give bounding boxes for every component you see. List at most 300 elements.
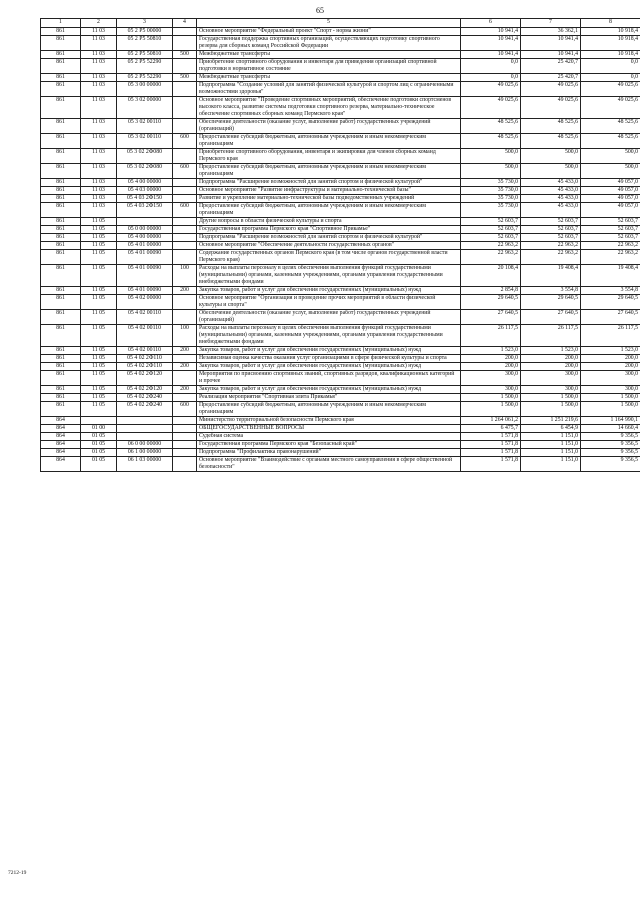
- description-cell: Предоставление субсидий бюджетным, автономным учреждениям и иным некоммерческим организациям: [197, 203, 461, 218]
- target-article-cell: 05 4 01 00000: [117, 242, 173, 250]
- description-cell: Мероприятия по присвоению спортивных званий, спортивных разрядов, квалификационных категорий и прочее: [197, 371, 461, 386]
- expense-type-cell: 500: [173, 74, 197, 82]
- amount-cell: 25 420,7: [521, 59, 581, 74]
- ministry-code-cell: 864: [41, 433, 81, 441]
- amount-cell: 1 500,0: [461, 402, 521, 417]
- target-article-cell: 05 0 00 00000: [117, 226, 173, 234]
- section-code-cell: 11 05: [81, 310, 117, 325]
- ministry-code-cell: 861: [41, 250, 81, 265]
- amount-cell: 9 356,5: [581, 433, 640, 441]
- amount-cell: 10 941,4: [461, 51, 521, 59]
- amount-cell: 49 057,0: [581, 179, 640, 187]
- amount-cell: 0,0: [581, 59, 640, 74]
- ministry-code-cell: 861: [41, 218, 81, 226]
- target-article-cell: 05 4 00 00000: [117, 179, 173, 187]
- ministry-code-cell: 861: [41, 119, 81, 134]
- target-article-cell: 05 3 00 00000: [117, 82, 173, 97]
- amount-cell: 35 730,0: [461, 195, 521, 203]
- amount-cell: 22 963,2: [521, 250, 581, 265]
- amount-cell: 1 164 990,1: [581, 417, 640, 425]
- amount-cell: 45 433,0: [521, 179, 581, 187]
- target-article-cell: 05 4 00 00000: [117, 234, 173, 242]
- target-article-cell: 05 4 02 2Ф110: [117, 363, 173, 371]
- target-article-cell: 05 2 P5 50810: [117, 36, 173, 51]
- description-cell: Государственная программа Пермского края "Безопасный край": [197, 441, 461, 449]
- amount-cell: 49 025,6: [581, 97, 640, 119]
- target-article-cell: [117, 218, 173, 226]
- expense-type-cell: [173, 310, 197, 325]
- section-code-cell: 11 03: [81, 74, 117, 82]
- expense-type-cell: [173, 250, 197, 265]
- ministry-code-cell: 861: [41, 226, 81, 234]
- amount-cell: 300,0: [521, 386, 581, 394]
- amount-cell: 49 025,6: [521, 97, 581, 119]
- target-article-cell: 05 3 02 2Ф080: [117, 164, 173, 179]
- section-code-cell: 11 03: [81, 164, 117, 179]
- amount-cell: 19 408,4: [581, 265, 640, 287]
- target-article-cell: 05 2 P5 52290: [117, 74, 173, 82]
- target-article-cell: 05 4 02 2Ф240: [117, 394, 173, 402]
- description-cell: Другие вопросы в области физической культуры и спорта: [197, 218, 461, 226]
- amount-cell: 1 523,0: [581, 347, 640, 355]
- table-row: [41, 295, 640, 310]
- target-article-cell: 05 3 02 2Ф080: [117, 149, 173, 164]
- expense-type-cell: 600: [173, 134, 197, 149]
- amount-cell: 48 525,6: [521, 134, 581, 149]
- amount-cell: 45 433,0: [521, 203, 581, 218]
- ministry-code-cell: 861: [41, 164, 81, 179]
- section-code-cell: 11 03: [81, 36, 117, 51]
- expense-type-cell: 500: [173, 51, 197, 59]
- table-row: [41, 74, 640, 82]
- amount-cell: 52 603,7: [461, 218, 521, 226]
- table-row: [41, 82, 640, 97]
- description-cell: Основное мероприятие "Организация и проведение прочих мероприятий в области физической культуры и спорта": [197, 295, 461, 310]
- amount-cell: 9 356,5: [581, 457, 640, 472]
- section-code-cell: 11 05: [81, 226, 117, 234]
- table-row: [41, 417, 640, 425]
- table-row: [41, 134, 640, 149]
- amount-cell: 500,0: [521, 149, 581, 164]
- section-code-cell: 11 05: [81, 347, 117, 355]
- section-code-cell: 11 05: [81, 402, 117, 417]
- expense-type-cell: [173, 433, 197, 441]
- amount-cell: 29 640,5: [521, 295, 581, 310]
- description-cell: Обеспечение деятельности (оказание услуг, выполнение работ) государственных учреждений (организаций): [197, 310, 461, 325]
- expense-type-cell: [173, 218, 197, 226]
- amount-cell: 52 603,7: [581, 234, 640, 242]
- section-code-cell: 11 03: [81, 51, 117, 59]
- ministry-code-cell: 861: [41, 363, 81, 371]
- amount-cell: 29 640,5: [461, 295, 521, 310]
- amount-cell: 1 523,0: [461, 347, 521, 355]
- table-row: [41, 187, 640, 195]
- description-cell: Государственная поддержка спортивных организаций, осуществляющих подготовку спортивного резерва для сборных команд Российской Федерации: [197, 36, 461, 51]
- expense-type-cell: [173, 441, 197, 449]
- section-code-cell: 11 05: [81, 265, 117, 287]
- table-row: [41, 164, 640, 179]
- amount-cell: 22 963,2: [461, 242, 521, 250]
- amount-cell: 1 251 219,6: [521, 417, 581, 425]
- description-cell: Развитие и укрепление материально-технической базы подведомственных учреждений: [197, 195, 461, 203]
- target-article-cell: 05 4 01 00090: [117, 287, 173, 295]
- amount-cell: 300,0: [581, 386, 640, 394]
- target-article-cell: 05 4 03 00000: [117, 187, 173, 195]
- ministry-code-cell: 861: [41, 51, 81, 59]
- ministry-code-cell: 861: [41, 97, 81, 119]
- ministry-code-cell: 864: [41, 417, 81, 425]
- target-article-cell: 05 4 02 2Ф120: [117, 371, 173, 386]
- amount-cell: 14 660,4: [581, 425, 640, 433]
- amount-cell: 1 500,0: [581, 394, 640, 402]
- amount-cell: 52 603,7: [461, 226, 521, 234]
- target-article-cell: 06 1 03 00000: [117, 457, 173, 472]
- amount-cell: 45 433,0: [521, 187, 581, 195]
- expense-type-cell: [173, 417, 197, 425]
- amount-cell: 52 603,7: [461, 234, 521, 242]
- target-article-cell: [117, 433, 173, 441]
- amount-cell: 300,0: [461, 386, 521, 394]
- target-article-cell: 05 4 02 00000: [117, 295, 173, 310]
- section-code-cell: 11 05: [81, 287, 117, 295]
- amount-cell: 1 571,8: [461, 449, 521, 457]
- description-cell: Предоставление субсидий бюджетным, автономным учреждениям и иным некоммерческим организациям: [197, 134, 461, 149]
- target-article-cell: 05 4 02 2Ф240: [117, 402, 173, 417]
- amount-cell: 49 025,6: [581, 82, 640, 97]
- table-row: [41, 51, 640, 59]
- description-cell: Подпрограмма "Расширение возможностей для занятий спортом и физической культурой": [197, 179, 461, 187]
- expense-type-cell: 200: [173, 386, 197, 394]
- section-code-cell: 11 03: [81, 179, 117, 187]
- ministry-code-cell: 861: [41, 386, 81, 394]
- table-row: [41, 386, 640, 394]
- section-code-cell: 11 05: [81, 234, 117, 242]
- expense-type-cell: [173, 149, 197, 164]
- amount-cell: 48 525,6: [581, 134, 640, 149]
- amount-cell: 500,0: [581, 149, 640, 164]
- section-code-cell: 11 03: [81, 203, 117, 218]
- amount-cell: 200,0: [461, 355, 521, 363]
- ministry-code-cell: 861: [41, 195, 81, 203]
- ministry-code-cell: 861: [41, 402, 81, 417]
- target-article-cell: 05 4 02 00110: [117, 310, 173, 325]
- table-row: [41, 287, 640, 295]
- target-article-cell: 05 4 03 2Ф150: [117, 195, 173, 203]
- ministry-code-cell: 861: [41, 28, 81, 36]
- target-article-cell: [117, 417, 173, 425]
- amount-cell: 2 854,8: [461, 287, 521, 295]
- description-cell: Межбюджетные трансферты: [197, 51, 461, 59]
- ministry-code-cell: 861: [41, 74, 81, 82]
- amount-cell: 26 117,5: [521, 325, 581, 347]
- amount-cell: 22 963,2: [461, 250, 521, 265]
- section-code-cell: 11 03: [81, 134, 117, 149]
- section-code-cell: 11 03: [81, 149, 117, 164]
- ministry-code-cell: 861: [41, 242, 81, 250]
- amount-cell: 52 603,7: [521, 234, 581, 242]
- table-row: [41, 179, 640, 187]
- column-header: 1: [41, 19, 81, 28]
- expense-type-cell: [173, 36, 197, 51]
- section-code-cell: 11 03: [81, 119, 117, 134]
- section-code-cell: 11 05: [81, 218, 117, 226]
- table-row: [41, 433, 640, 441]
- description-cell: Основное мероприятие "Федеральный проект "Спорт - норма жизни": [197, 28, 461, 36]
- amount-cell: 10 941,4: [521, 36, 581, 51]
- amount-cell: 1 500,0: [521, 402, 581, 417]
- ministry-code-cell: 861: [41, 394, 81, 402]
- amount-cell: 6 454,9: [521, 425, 581, 433]
- description-cell: Предоставление субсидий бюджетным, автономным учреждениям и иным некоммерческим организациям: [197, 402, 461, 417]
- amount-cell: 1 571,8: [461, 441, 521, 449]
- ministry-code-cell: 861: [41, 234, 81, 242]
- amount-cell: 49 057,0: [581, 195, 640, 203]
- target-article-cell: [117, 425, 173, 433]
- description-cell: Закупка товаров, работ и услуг для обеспечения государственных (муниципальных) нужд: [197, 287, 461, 295]
- expense-type-cell: 600: [173, 402, 197, 417]
- amount-cell: 3 554,8: [581, 287, 640, 295]
- table-row: [41, 441, 640, 449]
- amount-cell: 10 918,4: [581, 51, 640, 59]
- amount-cell: 27 640,5: [461, 310, 521, 325]
- column-header: 4: [173, 19, 197, 28]
- description-cell: Расходы на выплаты персоналу в целях обеспечения выполнения функций государственными (муниципальными) органами, казенными учреждениями, органами управления государственными внебюджетными фондами: [197, 265, 461, 287]
- amount-cell: 48 525,6: [581, 119, 640, 134]
- table-row: [41, 59, 640, 74]
- ministry-code-cell: 861: [41, 82, 81, 97]
- amount-cell: 1 523,0: [521, 347, 581, 355]
- section-code-cell: 01 05: [81, 441, 117, 449]
- amount-cell: 26 117,5: [461, 325, 521, 347]
- column-header: 5: [197, 19, 461, 28]
- description-cell: Обеспечение деятельности (оказание услуг, выполнение работ) государственных учреждений (организаций): [197, 119, 461, 134]
- description-cell: Содержание государственных органов Пермского края (в том числе органов государственной власти Пермского края): [197, 250, 461, 265]
- amount-cell: 1 151,0: [521, 449, 581, 457]
- amount-cell: 1 500,0: [461, 394, 521, 402]
- table-row: [41, 265, 640, 287]
- amount-cell: 1 151,0: [521, 433, 581, 441]
- amount-cell: 52 603,7: [581, 218, 640, 226]
- amount-cell: 1 151,0: [521, 441, 581, 449]
- amount-cell: 49 057,0: [581, 203, 640, 218]
- amount-cell: 10 918,4: [581, 36, 640, 51]
- expense-type-cell: [173, 371, 197, 386]
- section-code-cell: [81, 417, 117, 425]
- amount-cell: 48 525,6: [461, 134, 521, 149]
- expense-type-cell: [173, 59, 197, 74]
- target-article-cell: 05 2 P5 50810: [117, 51, 173, 59]
- table-row: [41, 250, 640, 265]
- section-code-cell: 11 03: [81, 59, 117, 74]
- table-row: [41, 119, 640, 134]
- table-row: [41, 425, 640, 433]
- expense-type-cell: [173, 457, 197, 472]
- description-cell: Закупка товаров, работ и услуг для обеспечения государственных (муниципальных) нужд: [197, 363, 461, 371]
- amount-cell: 10 918,4: [581, 28, 640, 36]
- amount-cell: 500,0: [521, 164, 581, 179]
- amount-cell: 0,0: [461, 59, 521, 74]
- description-cell: Основное мероприятие "Обеспечение деятельности государственных органов": [197, 242, 461, 250]
- amount-cell: 500,0: [581, 164, 640, 179]
- table-header-row: [41, 19, 640, 28]
- target-article-cell: 05 2 P5 00000: [117, 28, 173, 36]
- amount-cell: 49 025,6: [461, 97, 521, 119]
- table-row: [41, 371, 640, 386]
- description-cell: ОБЩЕГОСУДАРСТВЕННЫЕ ВОПРОСЫ: [197, 425, 461, 433]
- ministry-code-cell: 864: [41, 449, 81, 457]
- page-number: 65: [316, 6, 324, 15]
- description-cell: Расходы на выплаты персоналу в целях обеспечения выполнения функций государственными (муниципальными) органами, казенными учреждениями, органами управления государственными внебюджетными фондами: [197, 325, 461, 347]
- amount-cell: 9 356,5: [581, 441, 640, 449]
- ministry-code-cell: 861: [41, 179, 81, 187]
- ministry-code-cell: 861: [41, 149, 81, 164]
- section-code-cell: 11 03: [81, 187, 117, 195]
- section-code-cell: 11 03: [81, 28, 117, 36]
- amount-cell: 22 963,2: [521, 242, 581, 250]
- expense-type-cell: [173, 449, 197, 457]
- description-cell: Предоставление субсидий бюджетным, автономным учреждениям и иным некоммерческим организациям: [197, 164, 461, 179]
- table-row: [41, 449, 640, 457]
- amount-cell: 22 963,2: [581, 250, 640, 265]
- description-cell: Независимая оценка качества оказания услуг организациями в сфере физической культуры и спорта: [197, 355, 461, 363]
- ministry-code-cell: 864: [41, 425, 81, 433]
- target-article-cell: 05 2 P5 52290: [117, 59, 173, 74]
- ministry-code-cell: 861: [41, 347, 81, 355]
- target-article-cell: 05 3 02 00000: [117, 97, 173, 119]
- section-code-cell: 11 05: [81, 363, 117, 371]
- expense-type-cell: 200: [173, 287, 197, 295]
- expense-type-cell: [173, 195, 197, 203]
- description-cell: Основное мероприятие "Развитие инфраструктуры и материально-технической базы": [197, 187, 461, 195]
- amount-cell: 9 356,5: [581, 449, 640, 457]
- column-header: 8: [581, 19, 640, 28]
- expense-type-cell: 100: [173, 325, 197, 347]
- table-row: [41, 310, 640, 325]
- description-cell: Закупка товаров, работ и услуг для обеспечения государственных (муниципальных) нужд: [197, 347, 461, 355]
- amount-cell: 200,0: [581, 355, 640, 363]
- amount-cell: 10 941,4: [461, 36, 521, 51]
- ministry-code-cell: 861: [41, 36, 81, 51]
- table-row: [41, 402, 640, 417]
- target-article-cell: 05 3 02 00110: [117, 119, 173, 134]
- amount-cell: 29 640,5: [581, 295, 640, 310]
- column-header: 2: [81, 19, 117, 28]
- target-article-cell: 05 4 02 2Ф120: [117, 386, 173, 394]
- section-code-cell: 11 05: [81, 325, 117, 347]
- ministry-code-cell: 861: [41, 287, 81, 295]
- ministry-code-cell: 861: [41, 265, 81, 287]
- ministry-code-cell: 861: [41, 187, 81, 195]
- table-row: [41, 325, 640, 347]
- amount-cell: 22 963,2: [581, 242, 640, 250]
- amount-cell: 36 362,1: [521, 28, 581, 36]
- amount-cell: 20 108,4: [461, 265, 521, 287]
- section-code-cell: 11 03: [81, 97, 117, 119]
- section-code-cell: 01 05: [81, 449, 117, 457]
- amount-cell: 10 941,4: [521, 51, 581, 59]
- column-header: 7: [521, 19, 581, 28]
- description-cell: Подпрограмма "Профилактика правонарушений": [197, 449, 461, 457]
- expense-type-cell: [173, 425, 197, 433]
- budget-table: [40, 18, 640, 472]
- amount-cell: 48 525,6: [461, 119, 521, 134]
- amount-cell: 1 264 061,2: [461, 417, 521, 425]
- table-row: [41, 97, 640, 119]
- ministry-code-cell: 861: [41, 355, 81, 363]
- table-row: [41, 195, 640, 203]
- amount-cell: 1 500,0: [581, 402, 640, 417]
- table-row: [41, 234, 640, 242]
- amount-cell: 500,0: [461, 164, 521, 179]
- expense-type-cell: [173, 226, 197, 234]
- amount-cell: 500,0: [461, 149, 521, 164]
- description-cell: Государственная программа Пермского края "Спортивное Прикамье": [197, 226, 461, 234]
- description-cell: Судебная система: [197, 433, 461, 441]
- amount-cell: 52 603,7: [521, 226, 581, 234]
- amount-cell: 25 420,7: [521, 74, 581, 82]
- table-row: [41, 355, 640, 363]
- table-row: [41, 28, 640, 36]
- expense-type-cell: [173, 394, 197, 402]
- target-article-cell: 05 4 01 00090: [117, 250, 173, 265]
- section-code-cell: 01 00: [81, 425, 117, 433]
- section-code-cell: 11 05: [81, 355, 117, 363]
- amount-cell: 26 117,5: [581, 325, 640, 347]
- amount-cell: 300,0: [461, 371, 521, 386]
- expense-type-cell: 100: [173, 265, 197, 287]
- amount-cell: 1 151,0: [521, 457, 581, 472]
- description-cell: Межбюджетные трансферты: [197, 74, 461, 82]
- amount-cell: 300,0: [581, 371, 640, 386]
- section-code-cell: 11 05: [81, 394, 117, 402]
- target-article-cell: 06 1 00 00000: [117, 449, 173, 457]
- table-row: [41, 363, 640, 371]
- description-cell: Закупка товаров, работ и услуг для обеспечения государственных (муниципальных) нужд: [197, 386, 461, 394]
- amount-cell: 3 554,8: [521, 287, 581, 295]
- expense-type-cell: [173, 242, 197, 250]
- amount-cell: 27 640,5: [521, 310, 581, 325]
- table-row: [41, 457, 640, 472]
- expense-type-cell: [173, 234, 197, 242]
- section-code-cell: 01 05: [81, 433, 117, 441]
- table-row: [41, 203, 640, 218]
- column-header: 3: [117, 19, 173, 28]
- table-row: [41, 347, 640, 355]
- expense-type-cell: [173, 119, 197, 134]
- description-cell: Приобретение спортивного оборудования, инвентаря и экипировки для членов сборных команд Пермского края: [197, 149, 461, 164]
- amount-cell: 35 730,0: [461, 203, 521, 218]
- section-code-cell: 11 05: [81, 295, 117, 310]
- expense-type-cell: 200: [173, 363, 197, 371]
- target-article-cell: 05 4 02 00110: [117, 347, 173, 355]
- amount-cell: 200,0: [581, 363, 640, 371]
- expense-type-cell: [173, 355, 197, 363]
- amount-cell: 49 025,6: [521, 82, 581, 97]
- table-row: [41, 149, 640, 164]
- expense-type-cell: [173, 28, 197, 36]
- section-code-cell: 11 05: [81, 371, 117, 386]
- section-code-cell: 11 05: [81, 250, 117, 265]
- expense-type-cell: [173, 295, 197, 310]
- expense-type-cell: [173, 187, 197, 195]
- amount-cell: 0,0: [581, 74, 640, 82]
- amount-cell: 1 571,8: [461, 433, 521, 441]
- ministry-code-cell: 861: [41, 371, 81, 386]
- table-body: [41, 28, 640, 472]
- expense-type-cell: 600: [173, 164, 197, 179]
- ministry-code-cell: 861: [41, 295, 81, 310]
- amount-cell: 49 025,6: [461, 82, 521, 97]
